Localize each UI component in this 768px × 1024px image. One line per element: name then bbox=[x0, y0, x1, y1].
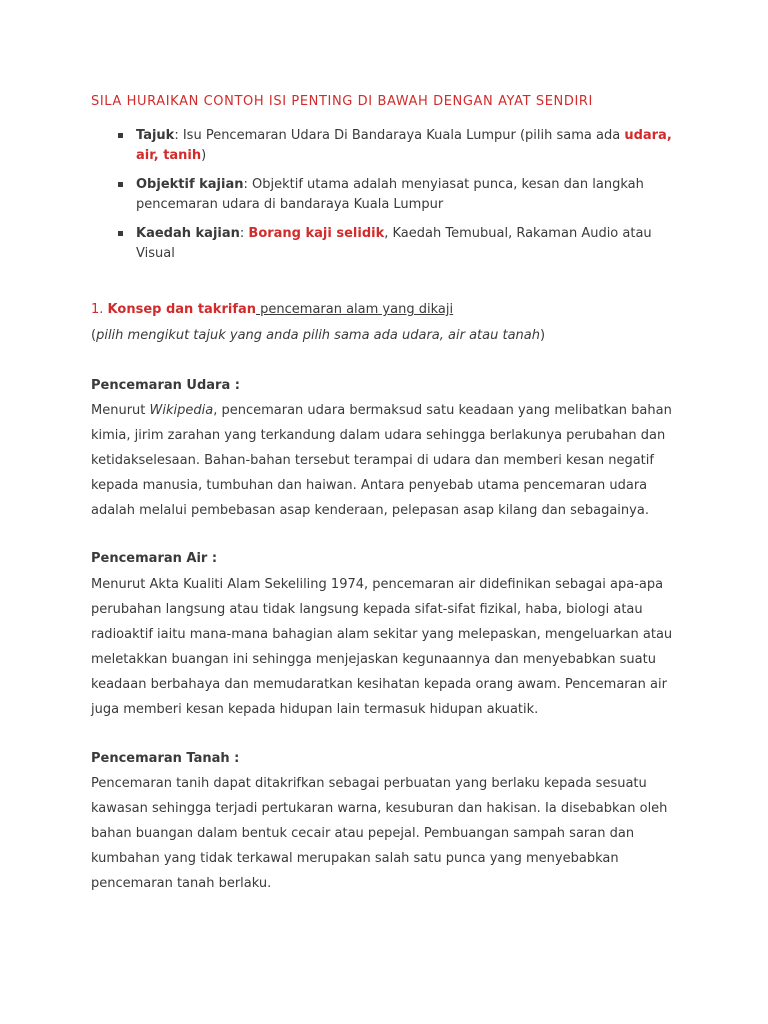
bullet-icon bbox=[118, 182, 123, 187]
page-heading: SILA HURAIKAN CONTOH ISI PENTING DI BAWAH DENGAN AYAT SENDIRI bbox=[91, 94, 593, 109]
bullet-list bbox=[118, 126, 678, 273]
bullet-icon bbox=[118, 231, 123, 236]
bullet-objektif bbox=[118, 175, 678, 215]
objektif-text: Objektif utama adalah menyiasat punca, kesan dan langkah pencemaran udara di bandaraya Kuala Lumpur bbox=[136, 177, 644, 212]
air-heading: Pencemaran Air : bbox=[91, 551, 218, 566]
air-paragraph: Menurut Akta Kualiti Alam Sekeliling 1974, pencemaran air didefinikan sebagai apa-apa perubahan langsung atau tidak langsung kepada sifat-sifat fizikal, haba, biologi atau radioaktif iaitu mana-mana bahagian alam sekitar yang melepaskan, mengeluarkan atau meletakkan buangan ini sehingga menjejaskan kegunaannya dan menyebabkan suatu keadaan berbahaya dan memudaratkan kesihatan kepada orang awam. Pencemaran air juga memberi kesan kepada hidupan lain termasuk hidupan akuatik. bbox=[91, 577, 673, 717]
kaedah-text: , Kaedah Temubual, Rakaman Audio atau Visual bbox=[136, 226, 652, 261]
section-title-highlight: Konsep dan takrifan bbox=[107, 302, 257, 317]
kaedah-highlight: Borang kaji selidik bbox=[248, 226, 385, 241]
udara-heading: Pencemaran Udara : bbox=[91, 378, 240, 393]
tajuk-end: ) bbox=[201, 148, 207, 163]
section-number: 1. bbox=[91, 302, 108, 317]
note-text: pilih mengikut tajuk yang anda pilih sama ada udara, air atau tanah bbox=[96, 328, 540, 343]
note-close: ) bbox=[540, 328, 546, 343]
kaedah-sep: : bbox=[239, 226, 249, 241]
section-1-note bbox=[91, 328, 545, 343]
tajuk-highlight: udara, air, tanih bbox=[136, 128, 672, 163]
udara-source: Wikipedia bbox=[149, 403, 214, 418]
kaedah-label: Kaedah kajian bbox=[136, 226, 240, 241]
objektif-label: Objektif kajian bbox=[136, 177, 244, 192]
udara-pre: Menurut bbox=[91, 403, 150, 418]
tajuk-sep: : bbox=[174, 128, 183, 143]
udara-paragraph bbox=[91, 398, 691, 523]
udara-text: , pencemaran udara bermaksud satu keadaan yang melibatkan bahan kimia, jirim zarahan yang terkandung dalam udara sehingga berlakunya perubahan dan ketidakselesaan. Bahan-bahan tersebut terampai di udara dan memberi kesan negatif kepada manusia, tumbuhan dan haiwan. Antara penyebab utama pencemaran udara adalah melalui pembebasan asap kenderaan, pelepasan asap kilang dan sebagainya. bbox=[91, 403, 672, 518]
bullet-tajuk bbox=[118, 126, 678, 166]
tanah-heading: Pencemaran Tanah : bbox=[91, 751, 240, 766]
tajuk-label: Tajuk bbox=[136, 128, 175, 143]
section-title-rest: pencemaran alam yang dikaji bbox=[256, 302, 454, 317]
objektif-sep: : bbox=[243, 177, 253, 192]
bullet-kaedah bbox=[118, 224, 678, 264]
note-open: ( bbox=[91, 328, 97, 343]
tanah-paragraph: Pencemaran tanih dapat ditakrifkan sebagai perbuatan yang berlaku kepada sesuatu kawasan sehingga terjadi pertukaran warna, kesuburan dan hakisan. Ia disebabkan oleh bahan buangan dalam bentuk cecair atau pepejal. Pembuangan sampah saran dan kumbahan yang tidak terkawal merupakan salah satu punca yang menyebabkan pencemaran tanah berlaku. bbox=[91, 776, 668, 891]
section-1-title bbox=[91, 302, 453, 317]
bullet-icon bbox=[118, 133, 123, 138]
tajuk-text: Isu Pencemaran Udara Di Bandaraya Kuala Lumpur (pilih sama ada bbox=[182, 128, 625, 143]
